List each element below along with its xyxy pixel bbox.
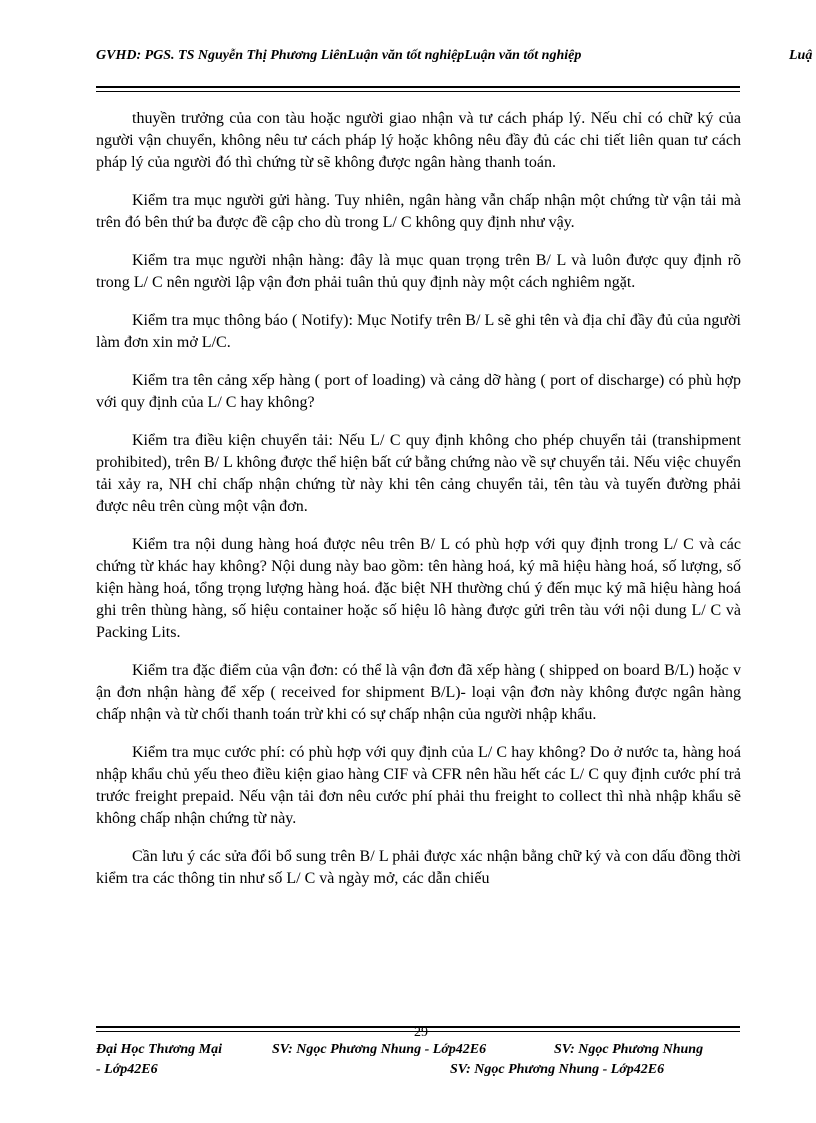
footer-student: SV: Ngọc Phương Nhung (554, 1042, 704, 1057)
paragraph: Kiểm tra mục người nhận hàng: đây là mục quan trọng trên B/ L và luôn được quy định rõ trong L/ C nên người lập vận đơn phải tuân thủ quy định này một cách nghiêm ngặt. (96, 252, 741, 291)
paragraph: Kiểm tra tên cảng xếp hàng ( port of loading) và cảng dỡ hàng ( port of discharge) có phù hợp với quy định của L/ C hay không? (96, 372, 741, 411)
page-number: 29 (414, 1025, 428, 1040)
header-rule-thick (96, 86, 740, 88)
paragraph: Cần lưu ý các sửa đổi bổ sung trên B/ L phải được xác nhận bằng chữ ký và con dấu đồng thời kiểm tra các thông tin như số L/ C và ngày mở, các dẫn chiếu (96, 848, 741, 887)
header-left-text: GVHD: PGS. TS Nguyễn Thị Phương LiênLuận văn tốt nghiệpLuận văn tốt nghiệp (96, 48, 582, 63)
header-rule-thin (96, 91, 740, 92)
page-header (96, 48, 816, 72)
paragraph: Kiểm tra mục thông báo ( Notify): Mục Notify trên B/ L sẽ ghi tên và địa chỉ đầy đủ của người làm đơn xin mở L/C. (96, 312, 741, 351)
header-right-text: Luậ (789, 48, 813, 63)
paragraph: Kiểm tra mục người gửi hàng. Tuy nhiên, ngân hàng vẫn chấp nhận một chứng từ vận tải mà trên đó bên thứ ba được đề cập cho dù trong L/ C không quy định như vậy. (96, 192, 741, 231)
paragraph: Kiểm tra điều kiện chuyển tải: Nếu L/ C quy định không cho phép chuyển tải (transhipment prohibited), trên B/ L không được thể hiện bất cứ bằng chứng nào về sự chuyển tải. Nếu việc chuyển tải xảy ra, NH chỉ chấp nhận chứng từ này khi tên cảng chuyển tải, tên tàu và tuyến đường phải được nêu trên cùng một vận đơn. (96, 432, 741, 515)
body-text (96, 108, 741, 890)
paragraph: Kiểm tra mục cước phí: có phù hợp với quy định của L/ C hay không? Do ở nước ta, hàng hoá nhập khẩu chủ yếu theo điều kiện giao hàng CIF và CFR nên hầu hết các L/ C quy định cước phí trả trước freight prepaid. Nếu vận tải đơn nêu cước phí phải thu freight to collect thì nhà nhập khẩu sẽ không chấp nhận chứng từ này. (96, 744, 741, 827)
footer-class: - Lớp42E6 (96, 1062, 158, 1077)
footer-student: SV: Ngọc Phương Nhung - Lớp42E6 (450, 1062, 665, 1077)
footer-student: SV: Ngọc Phương Nhung - Lớp42E6 (272, 1042, 487, 1057)
paragraph: Kiểm tra nội dung hàng hoá được nêu trên B/ L có phù hợp với quy định trong L/ C và các chứng từ khác hay không? Nội dung này bao gồm: tên hàng hoá, ký mã hiệu hàng hoá, số lượng, số kiện hàng hoá, tổng trọng lượng hàng hoá. đặc biệt NH thường chú ý đến mục ký mã hiệu hàng hoá ghi trên thùng hàng, số hiệu container hoặc số hiệu lô hàng được gửi trên tàu với nội dung L/ C và Packing Lits. (96, 536, 741, 641)
paragraph: Kiểm tra đặc điểm của vận đơn: có thể là vận đơn đã xếp hàng ( shipped on board B/L) hoặc v ận đơn nhận hàng để xếp ( received for shipment B/L)- loại vận đơn này không được ngân hàng chấp nhận và từ chối thanh toán trừ khi có sự chấp nhận của người nhập khẩu. (96, 662, 741, 723)
footer-school: Đại Học Thương Mại (96, 1042, 222, 1057)
paragraph-continued: thuyền trưởng của con tàu hoặc người giao nhận và tư cách pháp lý. Nếu chỉ có chữ ký của người vận chuyển, không nêu tư cách pháp lý hoặc không nêu đầy đủ các chi tiết liên quan tư cách pháp lý của người đó thì chứng từ sẽ không được ngân hàng thanh toán. (96, 110, 741, 171)
